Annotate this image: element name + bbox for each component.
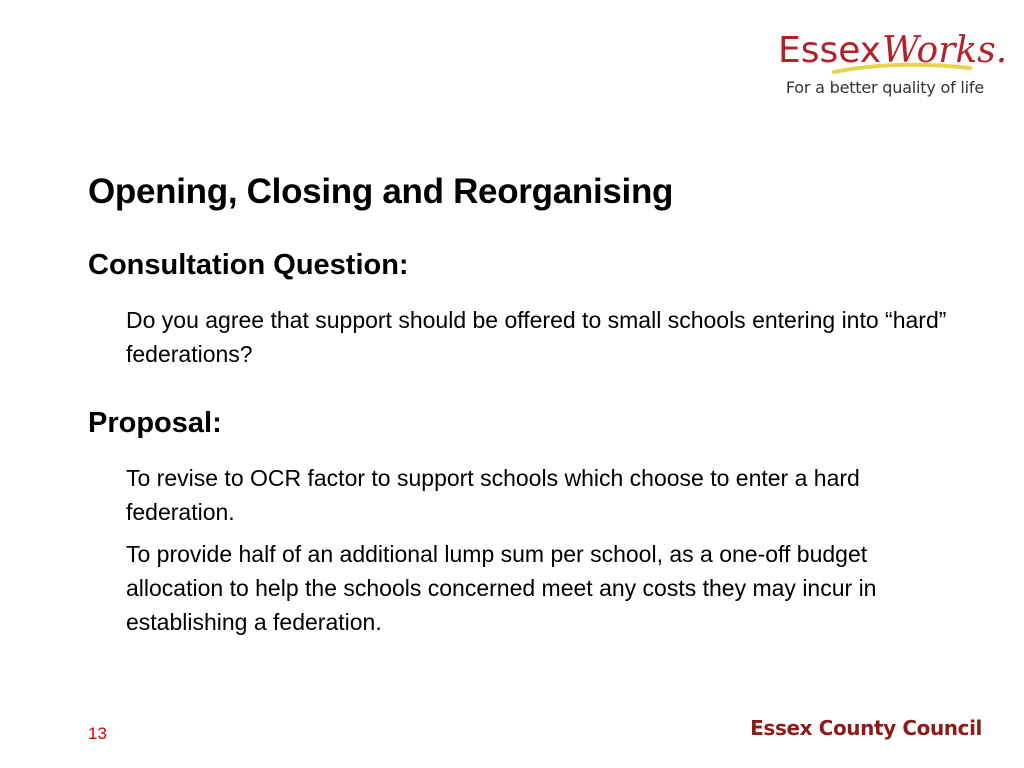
- proposal-heading: Proposal:: [88, 407, 222, 439]
- logo-tagline: For a better quality of life: [785, 78, 984, 97]
- question-text: Do you agree that support should be offered to small schools entering into “hard” federations?: [126, 307, 947, 367]
- essexworks-wordmark: [774, 20, 1008, 80]
- proposal-item: To provide half of an additional lump sum per school, as a one-off budget allocation to help the schools concerned meet any costs they may incur in establishing a federation.: [126, 541, 877, 635]
- page-number: 13: [88, 724, 107, 743]
- proposal-item: To revise to OCR factor to support schools which choose to enter a hard federation.: [126, 465, 860, 525]
- logo-brand-works: Works.: [882, 30, 1008, 71]
- slide-title: Opening, Closing and Reorganising: [88, 172, 674, 211]
- logo-brand-essex: Essex: [778, 30, 882, 71]
- question-heading: Consultation Question:: [88, 249, 409, 281]
- council-logo: Essex County Council: [750, 716, 982, 740]
